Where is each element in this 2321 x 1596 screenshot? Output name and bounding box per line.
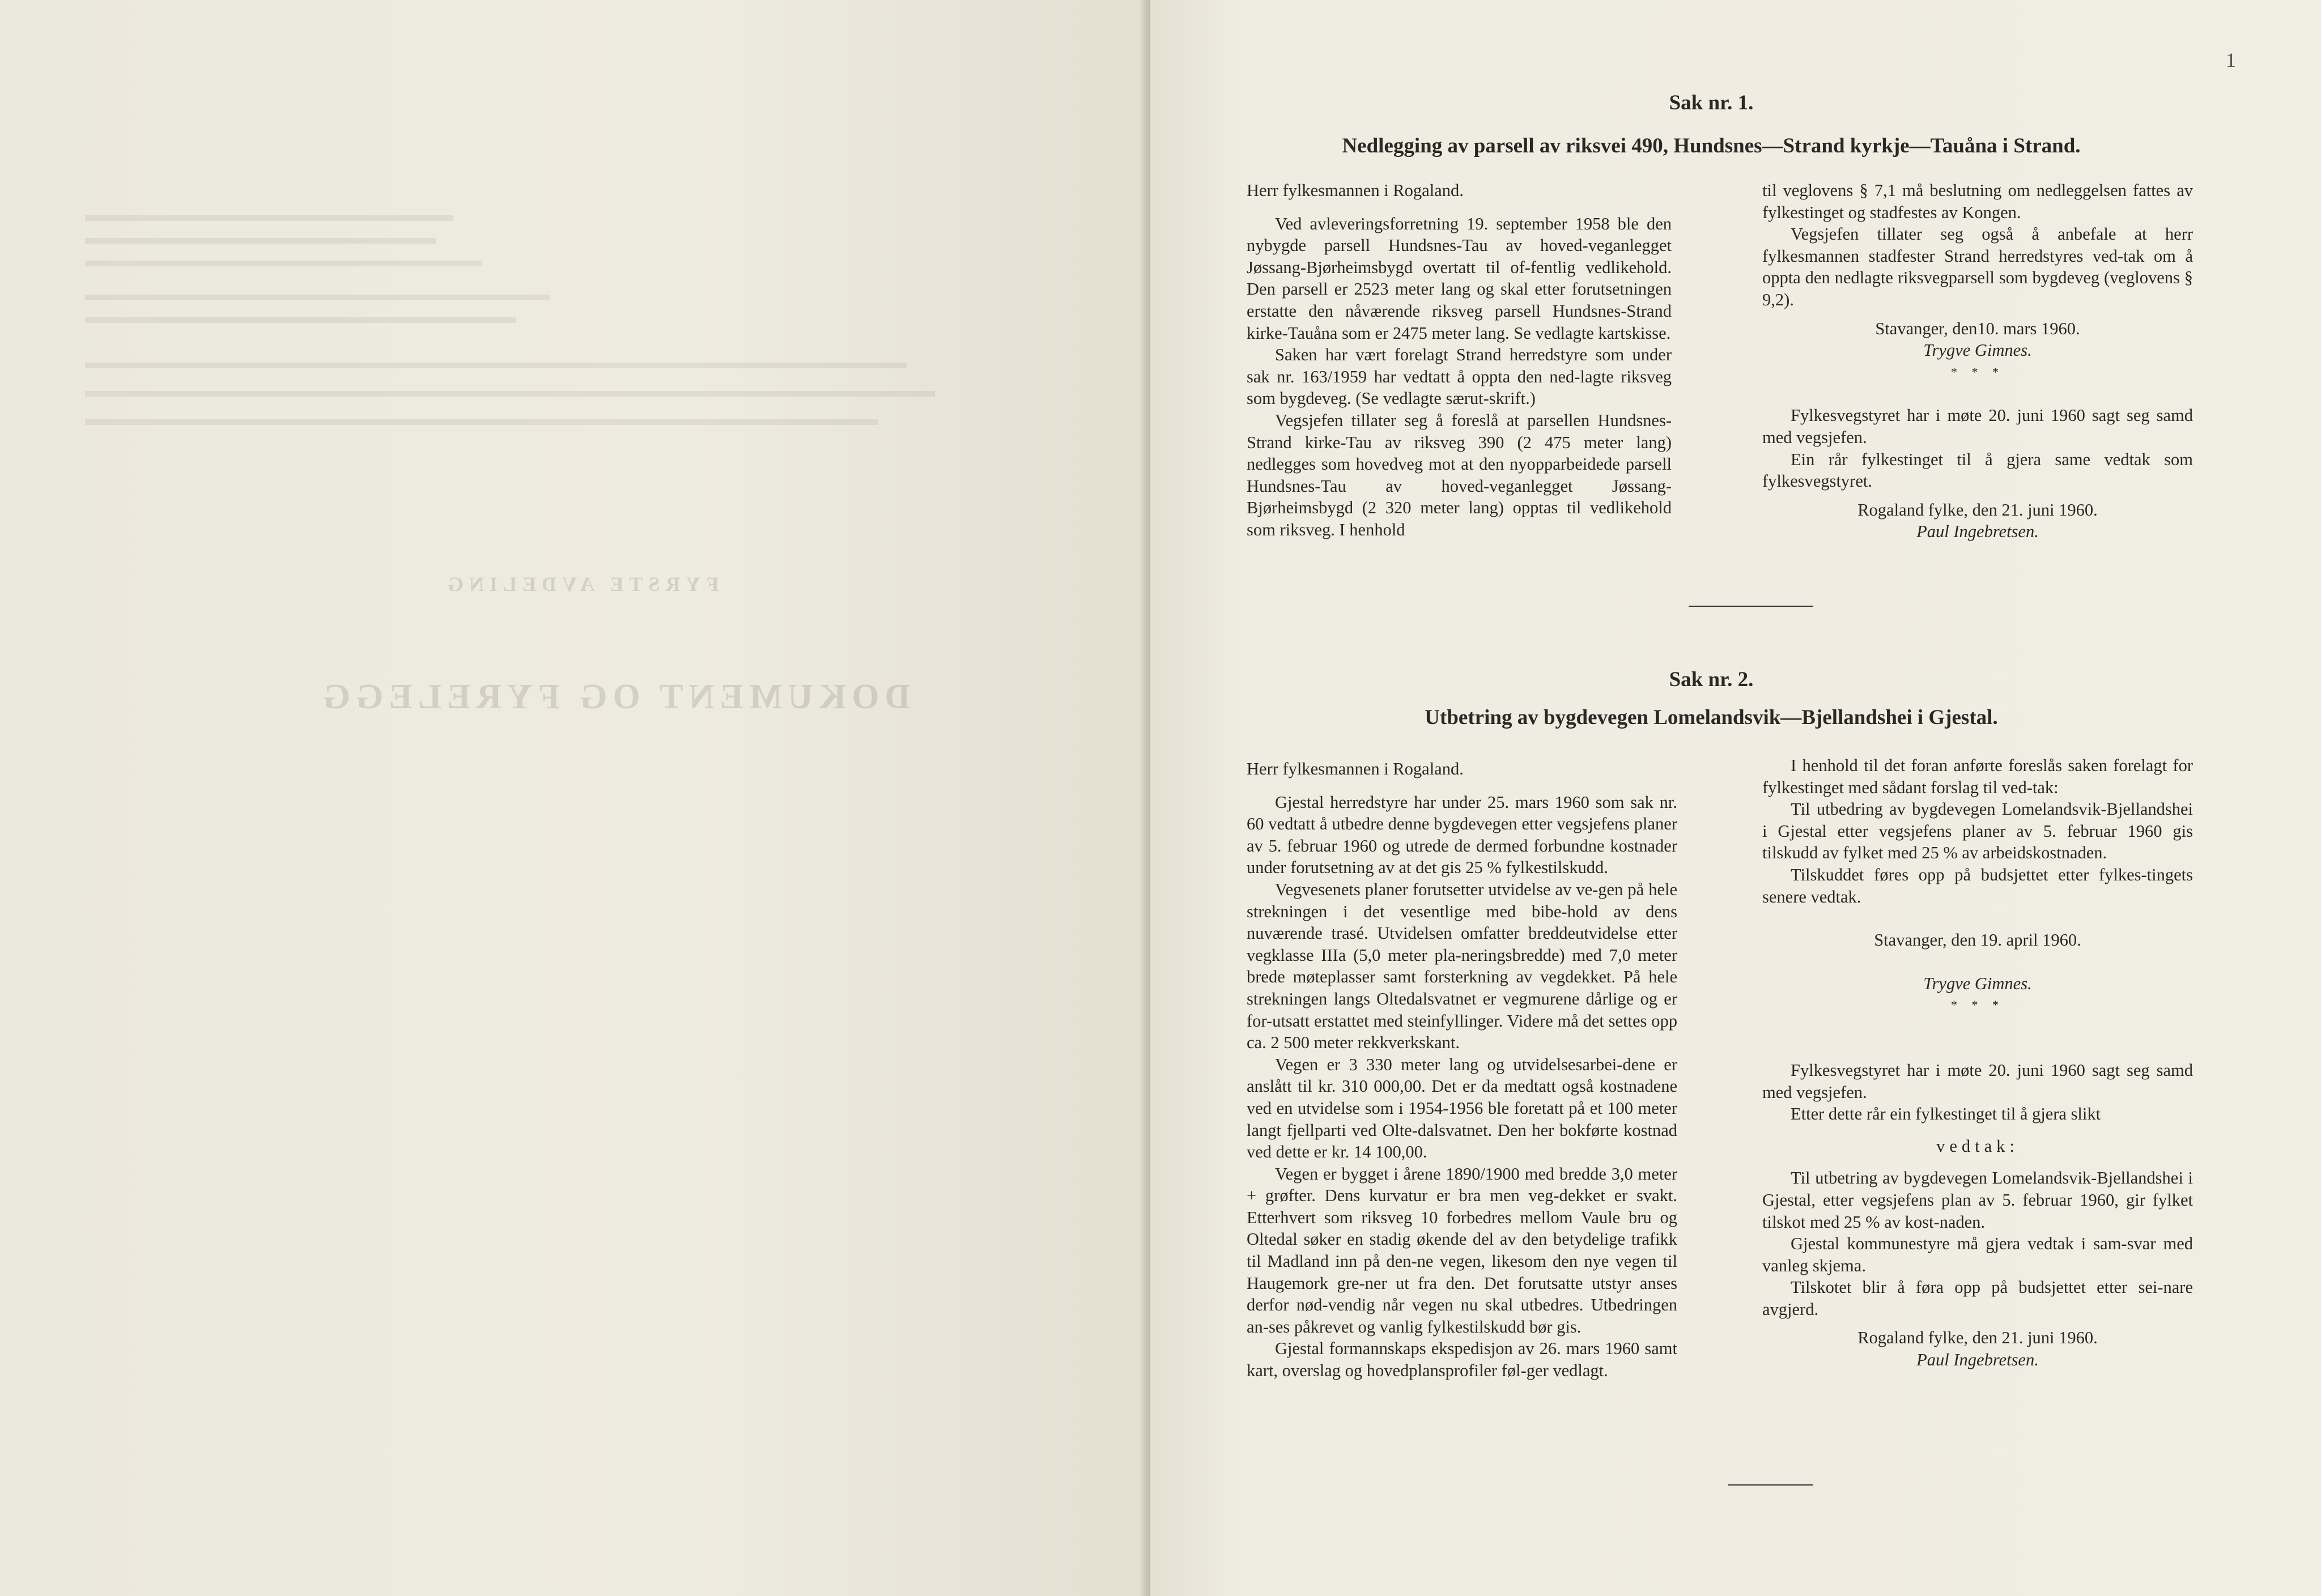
sak1-left-column bbox=[1247, 180, 1672, 541]
sak1-paragraph: Vegsjefen tillater seg å foreslå at parsellen Hundsnes-Strand kirke-Tau av riksveg 390 (2 475 meter lang) nedlegges som hovedveg mot at den nyopparbeidede parsell Hundsnes-Tau av hoved-veganlegget Jøssang-Bjørheimsbygd (2 320 meter lang) opptas til vedlikehold som riksveg. I henhold bbox=[1247, 410, 1672, 539]
sak2-paragraph: Vegen er bygget i årene 1890/1900 med bredde 3,0 meter + grøfter. Dens kurvatur er bra men veg-dekket er svakt. Etterhvert som riksveg 10 forbedres mellom Vaule bru og Oltedal søker en stadig økende del av den betydelige trafikk til Madland inn på den-ne vegen, likesom den nye vegen til Haugemork gre-ner ut fra den. Det forutsatte utstyr anses derfor nød-vendig når vegen nu skal utbedres. Utbedringen an-ses påkrevet og vanlig fylkestilskudd bør gis. bbox=[1247, 1164, 1677, 1337]
section-divider bbox=[1728, 1484, 1813, 1486]
sak1-place-date: Rogaland fylke, den 21. juni 1960. bbox=[1857, 500, 2098, 520]
sak2-signature: Paul Ingebretsen. bbox=[1916, 1350, 2039, 1370]
bleed-through-line bbox=[85, 391, 935, 397]
bleed-through-line bbox=[85, 317, 516, 323]
bleed-through-line bbox=[85, 238, 436, 244]
sak2-vedtak-label: vedtak: bbox=[1936, 1136, 2019, 1156]
sak2-paragraph: Til utbedring av bygdevegen Lomelandsvik-Bjellandshei i Gjestal etter vegsjefens planer av 5. februar 1960 gis tilskudd av fylket med 25 % av arbeidskostnaden. bbox=[1762, 799, 2193, 863]
sak1-stars: * * * bbox=[1951, 364, 2004, 379]
sak1-addressee: Herr fylkesmannen i Rogaland. bbox=[1247, 181, 1464, 200]
sak2-paragraph: Tilskuddet føres opp på budsjettet etter fylkes-tingets senere vedtak. bbox=[1762, 865, 2193, 906]
sak2-vedtak-paragraph: Til utbetring av bygdevegen Lomelandsvik-Bjellandshei i Gjestal, etter vegsjefens plan av 5. februar 1960, gir fylket tilskot med 25 % av kost-naden. bbox=[1762, 1168, 2193, 1232]
sak2-board-statement: Fylkesvegstyret har i møte 20. juni 1960 sagt seg samd med vegsjefen. bbox=[1762, 1060, 2193, 1102]
sak2-place-date: Stavanger, den 19. april 1960. bbox=[1874, 930, 2081, 950]
sak1-paragraph: til veglovens § 7,1 må beslutning om nedleggelsen fattes av fylkestinget og stadfestes av Kongen. bbox=[1762, 181, 2193, 222]
left-page bbox=[0, 0, 1147, 1596]
bleed-through-line bbox=[85, 419, 878, 425]
sak2-title: Sak nr. 2. bbox=[1669, 668, 1754, 691]
sak2-paragraph: Gjestal formannskaps ekspedisjon av 26. mars 1960 samt kart, overslag og hovedplansprofiler føl-ger vedlagt. bbox=[1247, 1339, 1677, 1381]
sak2-board-statement: Etter dette rår ein fylkestinget til å gjera slikt bbox=[1791, 1104, 2101, 1124]
sak2-right-column bbox=[1762, 755, 2193, 1371]
sak1-paragraph: Saken har vært forelagt Strand herredstyre som under sak nr. 163/1959 har vedtatt å oppta den ned-lagte riksveg som bygdeveg. (Se vedlagte særut-skrift.) bbox=[1247, 345, 1672, 408]
sak2-vedtak-paragraph: Gjestal kommunestyre må gjera vedtak i sam-svar med vanleg skjema. bbox=[1762, 1234, 2193, 1275]
sak1-title: Sak nr. 1. bbox=[1669, 91, 1754, 114]
page-number: 1 bbox=[2226, 49, 2236, 71]
sak2-paragraph: Vegvesenets planer forutsetter utvidelse av ve-gen på hele strekningen i det vesentlige med bibe-hold av dens nuværende trasé. Utvidelsen omfatter breddeutvidelse etter vegklasse IIIa (5,0 meter pla-neringsbredde) med 7,0 meter brede møteplasser samt forsterkning av vegdekket. På hele strekningen langs Oltedalsvatnet er vegmurene dårlige og er for-utsatt erstattet med steinfyllinger. Videre må det settes opp ca. 2 500 meter rekkverkskant. bbox=[1247, 879, 1677, 1053]
sak1-board-statement: Ein rår fylkestinget til å gjera same vedtak som fylkesvegstyret. bbox=[1762, 449, 2193, 491]
sak2-place-date: Rogaland fylke, den 21. juni 1960. bbox=[1857, 1328, 2098, 1348]
bleed-through-line bbox=[85, 363, 907, 368]
bleed-through-heading-2: DOKUMENT OG FYRELEGG bbox=[317, 678, 911, 716]
sak2-heading: Utbetring av bygdevegen Lomelandsvik—Bjellandshei i Gjestal. bbox=[1425, 706, 1998, 729]
section-divider bbox=[1689, 606, 1813, 607]
sak1-right-column bbox=[1762, 180, 2193, 543]
sak2-vedtak-paragraph: Tilskotet blir å føra opp på budsjettet etter sei-nare avgjerd. bbox=[1762, 1278, 2193, 1319]
sak2-left-column bbox=[1247, 758, 1677, 1382]
sak2-paragraph: Gjestal herredstyre har under 25. mars 1960 som sak nr. 60 vedtatt å utbedre denne bygdevegen etter vegsjefens planer av 5. februar 1960 og utrede de dermed forbundne kostnader under forutsetning av at det gis 25 % fylkestilskudd. bbox=[1247, 792, 1677, 878]
sak1-paragraph: Vegsjefen tillater seg også å anbefale at herr fylkesmannen stadfester Strand herredstyres ved-tak om å oppta den nedlagte riksvegparsell som bygdeveg (veglovens § 9,2). bbox=[1762, 224, 2193, 309]
sak1-heading: Nedlegging av parsell av riksvei 490, Hundsnes—Strand kyrkje—Tauåna i Strand. bbox=[1342, 134, 2081, 158]
sak2-paragraph: I henhold til det foran anførte foreslås saken forelagt for fylkestinget med sådant forslag til ved-tak: bbox=[1762, 756, 2193, 797]
sak1-paragraph: Ved avleveringsforretning 19. september 1958 ble den nybygde parsell Hundsnes-Tau av hoved-veganlegget Jøssang-Bjørheimsbygd overtatt til of-fentlig vedlikehold. Den parsell er 2523 meter lang og skal etter forutsetningen erstatte den nåværende riksveg parsell Hundsnes-Strand kirke-Tauåna som er 2475 meter lang. Se vedlagte kartskisse. bbox=[1247, 214, 1672, 343]
bleed-through-line bbox=[85, 261, 482, 266]
sak1-signature: Trygve Gimnes. bbox=[1923, 341, 2032, 360]
bleed-through-line bbox=[85, 295, 550, 300]
sak1-signature: Paul Ingebretsen. bbox=[1916, 522, 2039, 542]
sak1-place-date: Stavanger, den10. mars 1960. bbox=[1875, 318, 2080, 338]
sak2-paragraph: Vegen er 3 330 meter lang og utvidelsesarbei-dene er anslått til kr. 310 000,00. Det er da medtatt også kostnadene ved en utvidelse som i 1954-1956 ble foretatt på et 100 meter langt fjellparti ved Olte-dalsvatnet. Den her bokførte kostnad ved dette er kr. 14 100,00. bbox=[1247, 1054, 1677, 1162]
sak2-signature: Trygve Gimnes. bbox=[1923, 973, 2032, 993]
bleed-through-heading-1: FYRSTE AVDELING bbox=[442, 573, 719, 595]
sak2-addressee: Herr fylkesmannen i Rogaland. bbox=[1247, 759, 1464, 778]
sak2-stars: * * * bbox=[1951, 998, 2004, 1012]
sak1-board-statement: Fylkesvegstyret har i møte 20. juni 1960 sagt seg samd med vegsjefen. bbox=[1762, 406, 2193, 447]
bleed-through-line bbox=[85, 215, 453, 221]
